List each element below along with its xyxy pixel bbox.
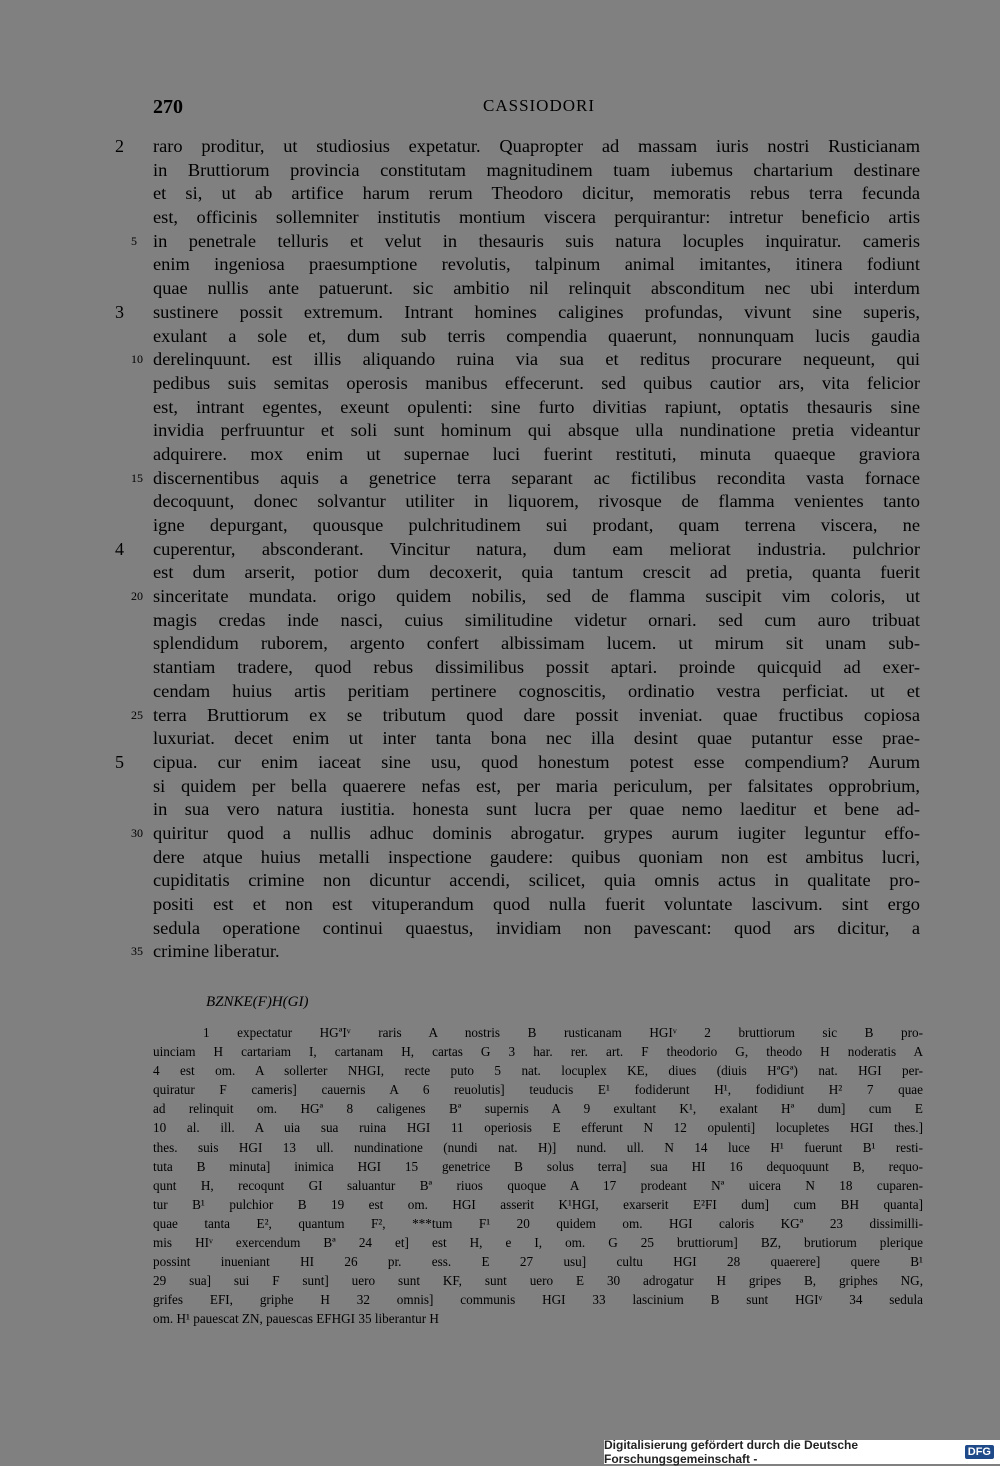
text-line: [0, 656, 1000, 680]
text-line: [0, 325, 1000, 349]
line-text: crimine liberatur.: [153, 941, 280, 962]
line-text: cendam huius artis peritiam pertinere cognoscitis, ordinatio vestra perficiat. ut et: [153, 680, 920, 701]
text-line: [0, 396, 1000, 420]
line-text: in Bruttiorum provincia constitutam magnitudinem tuam iubemus chartarium destinare: [153, 159, 920, 180]
page-header: [153, 96, 920, 122]
text-line: [0, 419, 1000, 443]
apparatus-line: mis HIᵛ exercendum Bª 24 et] est H, e I, om. G 25 bruttiorum] BZ, brutiorum plerique: [153, 1235, 923, 1251]
dfg-footer: [604, 1440, 1000, 1464]
text-line: [0, 253, 1000, 277]
line-text: est, intrant egentes, exeunt opulenti: sine furto divitias rapiunt, optatis thesauris sine: [153, 396, 920, 417]
line-text: cuperentur, absconderant. Vincitur natura, dum eam meliorat industria. pulchrior: [153, 538, 920, 559]
apparatus-line: quae tanta E², quantum F², ***tum F¹ 20 quidem om. HGI caloris KGª 23 dissimilli-: [153, 1215, 923, 1231]
apparatus-line: quiratur F cameris] cauernis A 6 reuolutis] teuducis E¹ fodiderunt H¹, fodidiunt H² 7 quae: [153, 1082, 923, 1098]
line-text: discernentibus aquis a genetrice terra separant ac fictilibus recondita vasta fornace: [153, 467, 920, 488]
section-number: 3: [115, 301, 124, 322]
text-line: [0, 206, 1000, 230]
section-number: 5: [115, 751, 124, 772]
line-text: cipua. cur enim iaceat sine usu, quod honestum potest esse compendium? Aurum: [153, 751, 920, 772]
apparatus-line: possint inueniant HI 26 pr. ess. E 27 usu] cultu HGI 28 quaerere] quere B¹: [153, 1254, 923, 1270]
text-line: [0, 869, 1000, 893]
line-text: sedula operatione continui quaestus, invidiam non pavescant: quod ars dicitur, a: [153, 917, 920, 938]
line-text: luxuriat. decet enim ut inter tanta bona nec illa desint quae putantur esse prae-: [153, 728, 920, 749]
line-text: raro proditur, ut studiosius expetatur. Quapropter ad massam iuris nostri Rusticianam: [153, 136, 920, 156]
text-line: [0, 372, 1000, 396]
text-line: [0, 467, 1000, 491]
line-text: stantiam tradere, quod rebus dissimilibus possit aptari. proinde quicquid ad exer-: [153, 657, 920, 678]
text-line: [0, 727, 1000, 751]
line-text: et si, ut ab artifice harum rerum Theodoro dicitur, memoratis rebus terra fecunda: [153, 183, 920, 204]
running-title: CASSIODORI: [483, 96, 596, 115]
line-text: derelinquunt. est illis aliquando ruina via sua et reditus procurare nequeunt, qui: [153, 349, 920, 370]
line-number: 5: [131, 233, 137, 248]
text-line: [0, 135, 1000, 159]
line-text: terra Bruttiorum ex se tributum quod dare possit inveniat. quae fructibus copiosa: [153, 704, 920, 725]
text-line: [0, 490, 1000, 514]
line-text: pedibus suis semitas operosis manibus effecerunt. sed quibus cautior ars, vita felicior: [153, 372, 920, 393]
line-text: quiritur quod a nullis adhuc dominis abrogatur. grypes aurum iugiter leguntur effo-: [153, 822, 920, 843]
text-line: [0, 585, 1000, 609]
line-text: magis credas inde nasci, cuius similitudine videtur ornari. sed cum auro tribuat: [153, 609, 920, 630]
text-line: [0, 514, 1000, 538]
text-line: [0, 632, 1000, 656]
text-line: [0, 443, 1000, 467]
line-number: 25: [131, 707, 143, 722]
text-line: [0, 230, 1000, 254]
apparatus-line: 1 expectatur HGªIᵛ raris A nostris B rusticanam HGIᵛ 2 bruttiorum sic B pro-: [203, 1025, 923, 1040]
dfg-logo: DFG: [965, 1445, 994, 1459]
dfg-footer-text: Digitalisierung gefördert durch die Deutsche Forschungsgemeinschaft -: [604, 1438, 859, 1466]
line-number: 20: [131, 589, 143, 604]
apparatus-line: tur B¹ pulchior B 19 est om. HGI asserit K¹HGI, exarserit E²FI dum] cum BH quanta]: [153, 1196, 923, 1212]
line-text: splendidum ruborem, argento confert albissimam lucem. ut mirum sit unam sub-: [153, 633, 920, 654]
text-line: [0, 277, 1000, 301]
text-line: [0, 704, 1000, 728]
line-text: si quidem per bella quaerere nefas est, per maria periculum, per falsitates opprobrium,: [153, 775, 920, 796]
apparatus-line: tuta B minuta] inimica HGI 15 genetrice B solus terra] sua HI 16 dequoquunt B, requo-: [153, 1158, 923, 1174]
text-line: [0, 917, 1000, 941]
line-text: decoquunt, donec solvantur utiliter in liquorem, rivosque de flamma venientes tanto: [153, 491, 920, 512]
line-number: 15: [131, 470, 143, 485]
line-text: exulant a sole et, dum sub terris compendia quaerunt, nonnunquam lucis gaudia: [153, 325, 920, 346]
text-line: [0, 751, 1000, 775]
apparatus-line: thes. suis HGI 13 ull. nundinatione (nundi nat. H)] nund. ull. N 14 luce H¹ fuerunt B¹ resti-: [153, 1139, 923, 1155]
text-line: [0, 822, 1000, 846]
section-number: 4: [115, 538, 124, 559]
text-line: [0, 680, 1000, 704]
line-text: in sua vero natura iustitia. honesta sunt lucra per quae nemo laeditur et bene ad-: [153, 799, 920, 820]
line-number: 35: [131, 944, 143, 959]
text-line: [0, 940, 1000, 964]
main-text: [0, 135, 1000, 964]
line-text: sustinere possit extremum. Intrant homines caligines profundas, vivunt sine superis,: [153, 301, 920, 322]
line-number: 30: [131, 825, 143, 840]
line-text: in penetrale telluris et velut in thesauris suis natura locuples inquiratur. cameris: [153, 230, 920, 251]
text-line: [0, 798, 1000, 822]
apparatus-line: 29 sua] sui F sunt] uero sunt KF, sunt uero E 30 adrogatur H gripes B, griphes NG,: [153, 1273, 923, 1289]
line-text: positi est et non est vituperandum quod nulla fuerit voluntate lascivum. sint ergo: [153, 894, 920, 914]
text-line: [0, 846, 1000, 870]
line-text: cupiditatis crimine non dicuntur accendi, scilicet, quia omnis actus in qualitate pro-: [153, 870, 920, 891]
apparatus-line: ad relinquit om. HGª 8 caligenes Bª supernis A 9 exultant K¹, exalant Hª dum] cum E: [153, 1101, 923, 1117]
text-line: [0, 609, 1000, 633]
line-text: est dum arserit, potior dum decoxerit, quia tantum crescit ad pretia, quanta fuerit: [153, 562, 920, 583]
text-line: [0, 538, 1000, 562]
line-text: sinceritate mundata. origo quidem nobilis, sed de flamma suscipit vim coloris, ut: [153, 586, 920, 607]
apparatus-line: grifes EFI, griphe H 32 omnis] communis HGI 33 lascinium B sunt HGIᵛ 34 sedula: [153, 1292, 923, 1308]
line-text: dere atque huius metalli inspectione gaudere: quibus quoniam non est ambitus lucri,: [153, 846, 920, 867]
text-line: [0, 159, 1000, 183]
text-line: [0, 301, 1000, 325]
apparatus-line: 4 est om. A sollerter NHGI, recte puto 5 nat. locuplex KE, diues (diuis HªGª) nat. HGI per-: [153, 1063, 923, 1079]
text-line: [0, 775, 1000, 799]
line-text: quae nullis ante patuerunt. sic ambitio nil relinquit absconditum nec ubi interdum: [153, 278, 920, 299]
text-line: [0, 348, 1000, 372]
line-text: invidia perfruuntur et soli sunt hominum qui absque ulla nundinatione pretia videantur: [153, 420, 920, 441]
apparatus-line: uinciam H cartariam I, cartanam H, cartas G 3 har. rer. art. F theodorio G, theodo H noderatis A: [153, 1044, 923, 1060]
text-line: [0, 561, 1000, 585]
critical-apparatus: [153, 1023, 923, 1329]
apparatus-line: om. H¹ pauescat ZN, pauescas EFHGI 35 liberantur H: [153, 1311, 439, 1327]
section-number: 2: [115, 136, 124, 156]
line-text: est, officinis sollemniter institutis montium viscera perquirantur: intretur beneficio artis: [153, 207, 920, 228]
line-number: 10: [131, 352, 143, 367]
text-line: [0, 893, 1000, 917]
apparatus-line: 10 al. ill. A uia sua ruina HGI 11 operiosis E efferunt N 12 opulenti] locupletes HGI thes.]: [153, 1120, 923, 1136]
page-number: 270: [153, 96, 183, 118]
text-line: [0, 182, 1000, 206]
manuscript-sigla: BZNKE(F)H(GI): [206, 994, 309, 1010]
line-text: igne depurgant, quousque pulchritudinem sui prodant, quam terrena viscera, ne: [153, 515, 920, 535]
line-text: adquirere. mox enim ut supernae luci fuerint restituti, minuta quaeque graviora: [153, 443, 920, 464]
apparatus-line: qunt H, recoqunt GI saluantur Bª riuos quoque A 17 prodeant Nª uicera N 18 cuparen-: [153, 1177, 923, 1193]
line-text: enim ingeniosa praesumptione revolutis, talpinum animal imitantes, itinera fodiunt: [153, 254, 920, 275]
